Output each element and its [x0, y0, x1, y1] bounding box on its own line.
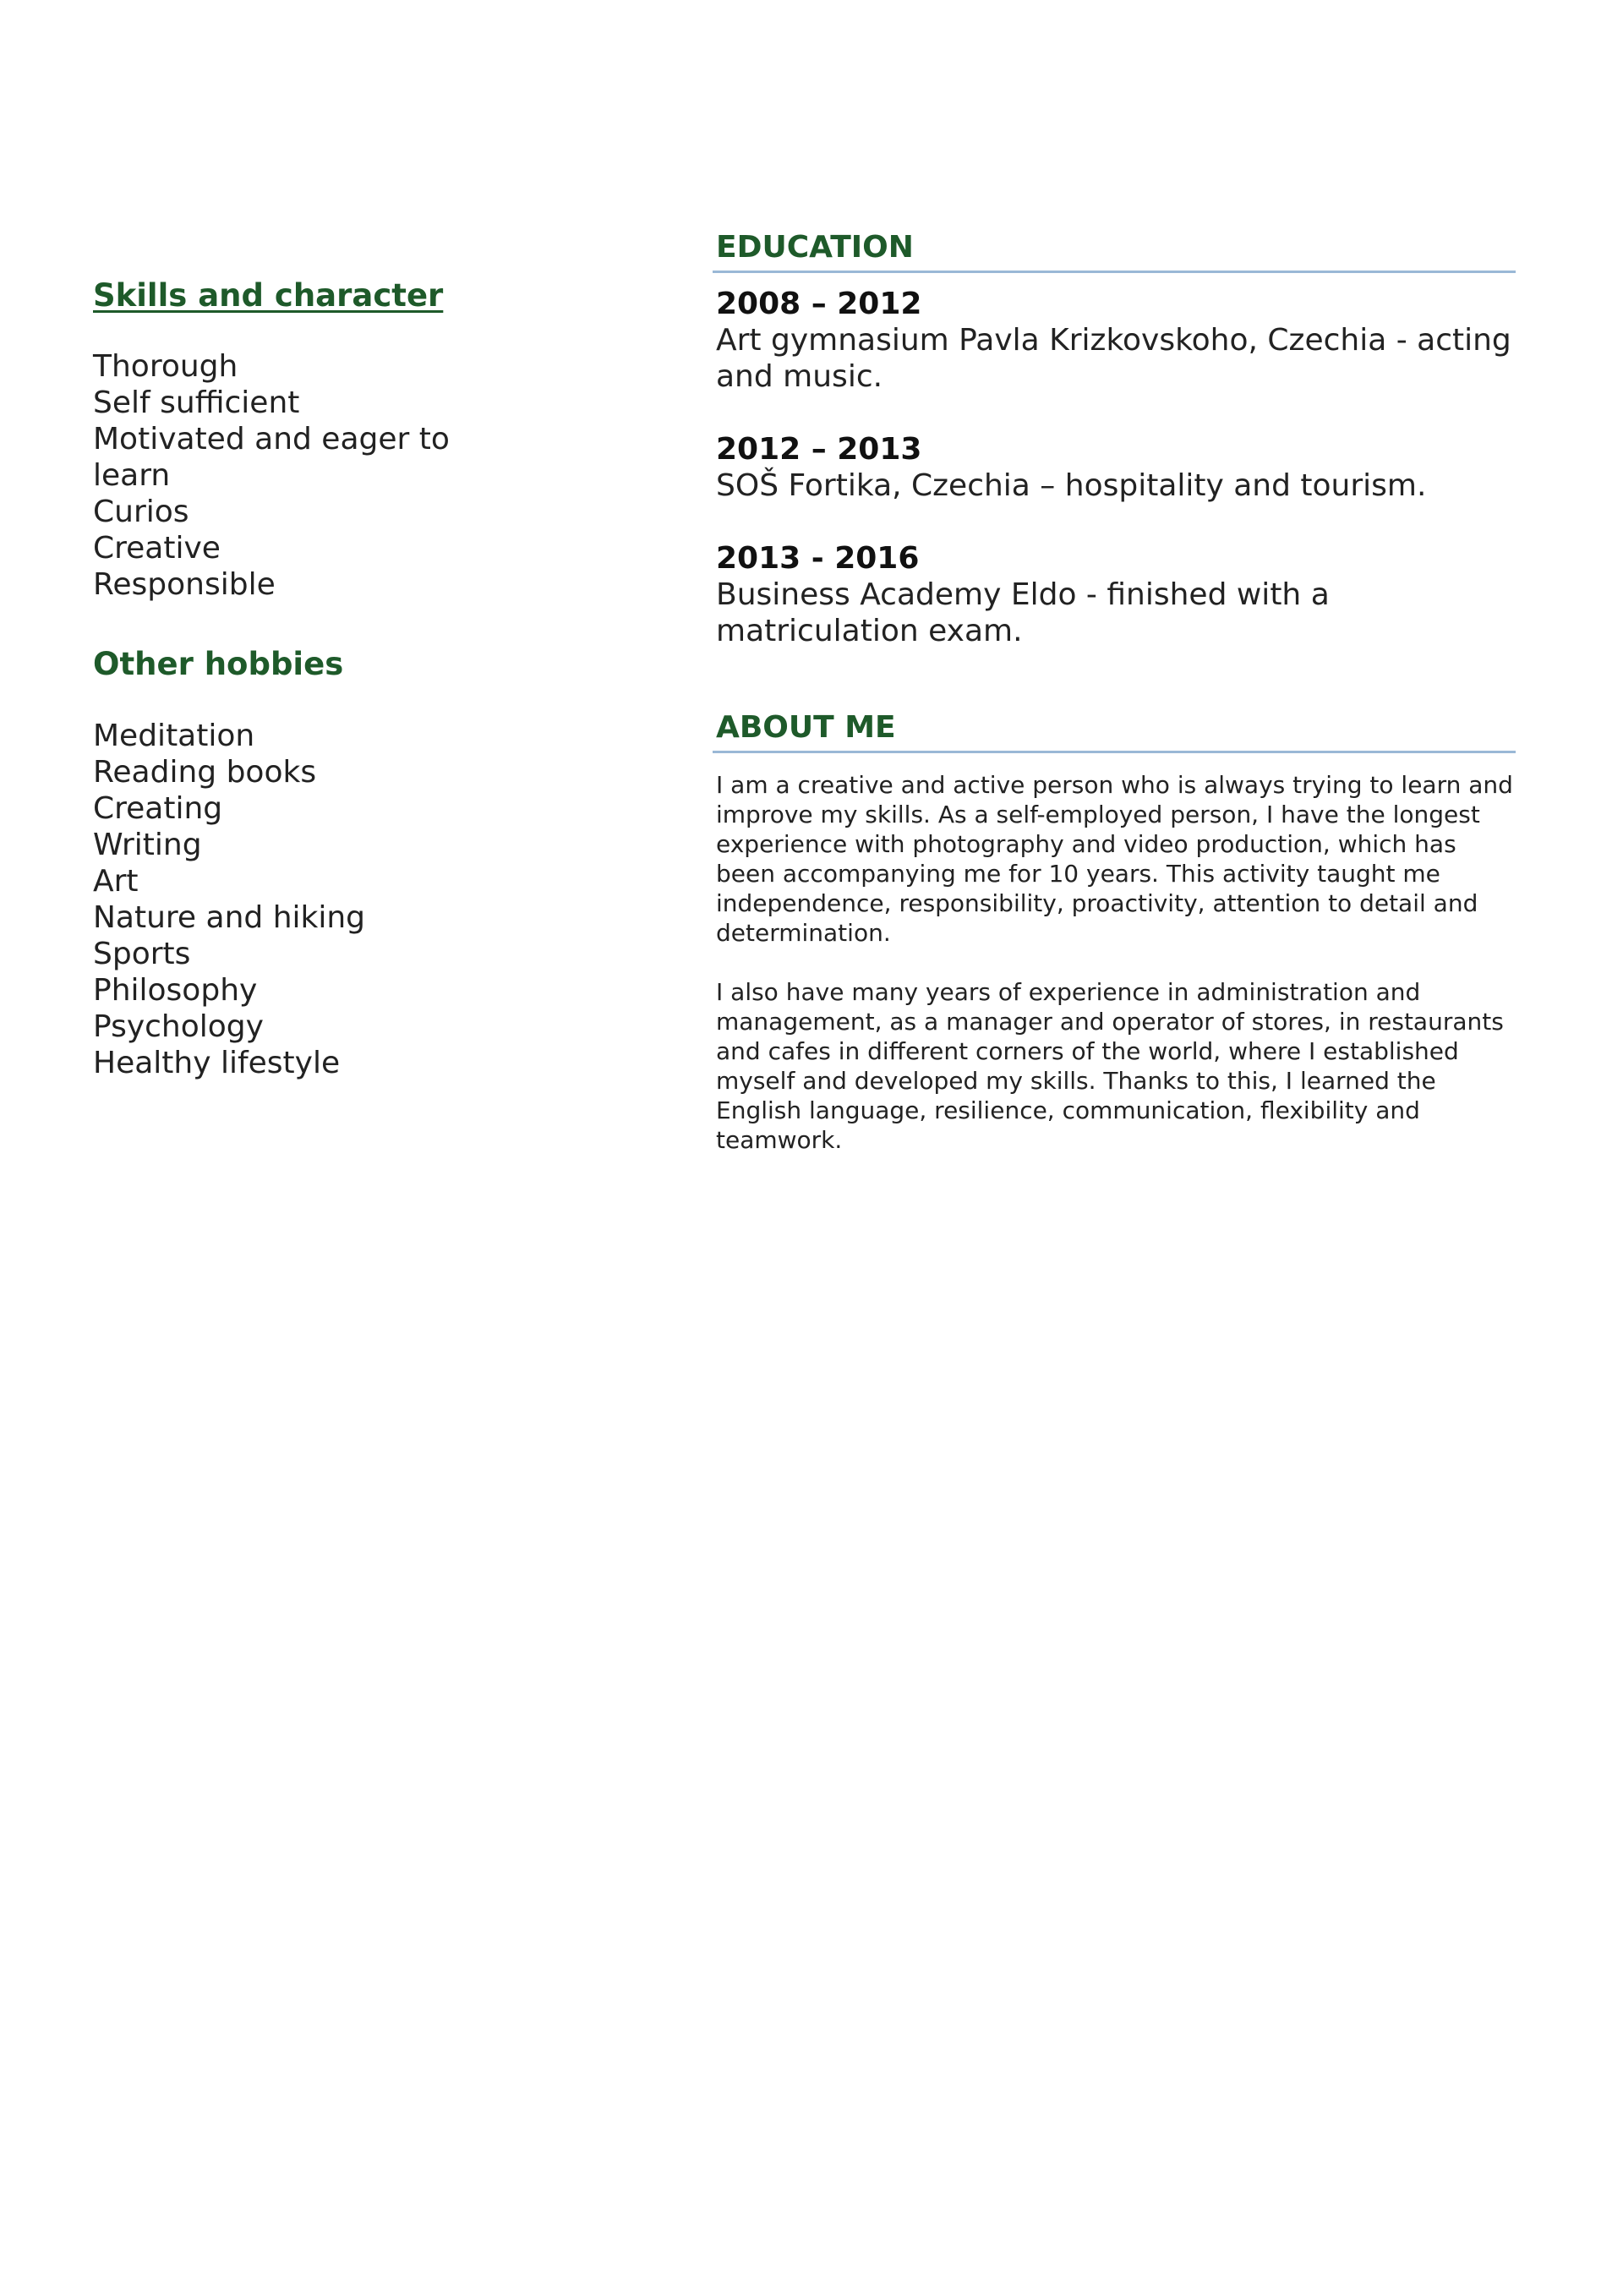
skills-list [93, 348, 600, 603]
hobbies-list [93, 718, 600, 1081]
education-years: 2008 – 2012 [716, 287, 922, 321]
hobby-item: Healthy lifestyle [93, 1046, 341, 1080]
hobby-item: Psychology [93, 1009, 264, 1044]
skill-item: Creative [93, 531, 221, 566]
skill-item: Curios [93, 495, 189, 529]
skill-item: Self sufficient [93, 385, 300, 420]
left-column [93, 275, 600, 1081]
education-entry [713, 286, 1516, 395]
hobby-item: Sports [93, 937, 191, 971]
education-entry [713, 431, 1516, 504]
about-text [713, 770, 1516, 1155]
right-column [713, 227, 1516, 1155]
hobby-item: Reading books [93, 755, 317, 790]
education-description: Art gymnasium Pavla Krizkovskoho, Czechia - acting and music. [716, 323, 1511, 394]
about-paragraph: I am a creative and active person who is always trying to learn and improve my skills. As a self-employed person, I have the longest experience with photography and video production, which has been accompanying me for 10 years. This activity taught me independence, responsibility, proactivity, attention to detail and determination. [716, 771, 1513, 947]
education-entry [713, 540, 1516, 649]
education-years: 2013 - 2016 [716, 541, 920, 576]
hobby-item: Art [93, 864, 139, 899]
about-paragraph: I also have many years of experience in administration and management, as a manager and operator of stores, in restaurants and cafes in different corners of the world, where I established myself and developed my skills. Thanks to this, I learned the English language, resilience, communication, flexibility and teamwork. [716, 978, 1504, 1154]
hobbies-title: Other hobbies [93, 646, 344, 682]
hobby-item: Meditation [93, 719, 255, 753]
education-title: EDUCATION [713, 227, 1516, 273]
education-description: Business Academy Eldo - finished with a matriculation exam. [716, 577, 1330, 648]
skills-title: Skills and character [93, 277, 444, 314]
education-years: 2012 – 2013 [716, 432, 922, 467]
hobby-item: Creating [93, 791, 223, 826]
education-list [713, 286, 1516, 649]
about-title: ABOUT ME [713, 707, 1516, 753]
skill-item: Responsible [93, 567, 276, 602]
education-description: SOŠ Fortika, Czechia – hospitality and tourism. [716, 468, 1427, 503]
skill-item: Motivated and eager to learn [93, 422, 450, 493]
hobby-item: Philosophy [93, 973, 258, 1008]
skill-item: Thorough [93, 349, 238, 384]
hobby-item: Nature and hiking [93, 900, 366, 935]
hobby-item: Writing [93, 828, 202, 862]
